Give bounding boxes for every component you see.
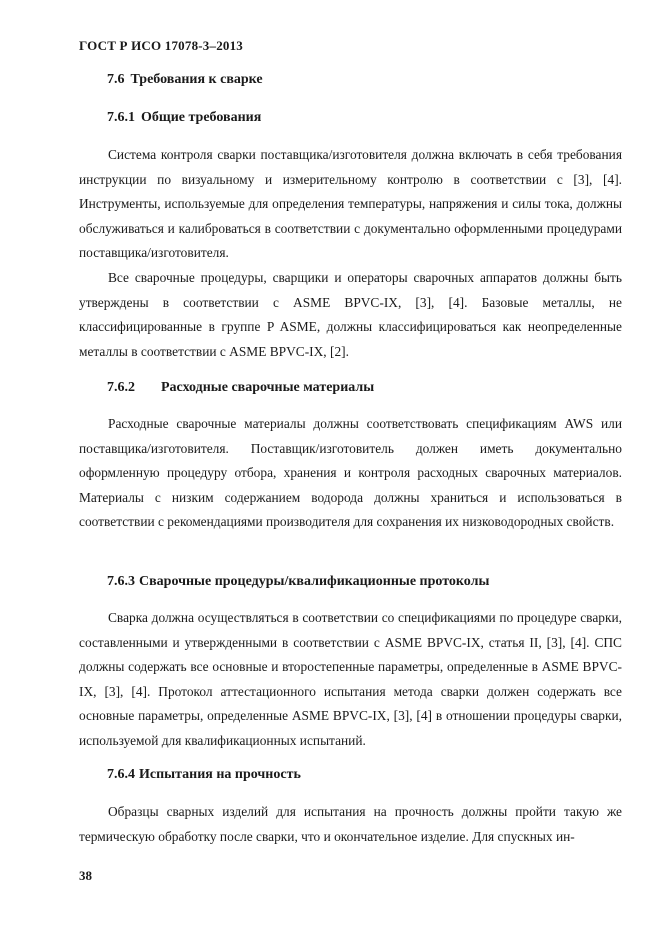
section-number: 7.6 <box>107 72 125 87</box>
paragraph-welding-control: Система контроля сварки поставщика/изготовителя должна включать в себя требования инструкции по визуальному и измерительному контролю в соответствии с [3], [4]. Инструменты, используемые для определения температуры, напряжения и силы тока, должны обслуживаться и калиброваться в соответствии с документально оформленными процедурами поставщика/изготовителя. <box>79 147 622 260</box>
paragraph-procedure-qualification: Сварка должна осуществляться в соответствии со спецификациями по процедуре сварки, составленными и утвержденными в соответствии с ASME BPVC-IX, статья II, [3], [4]. СПС должны содержать все основные и второстепенные параметры, определенные в ASME BPVC-IX, [3], [4]. Протокол аттестационного испытания метода сварки должен содержать все основные параметры, определенные ASME BPVC-IX, [3], [4] в отношении процедуры сварки, используемой для квалификационных испытаний. <box>79 610 622 748</box>
section-heading-7-6-4 <box>107 767 301 783</box>
section-heading-7-6 <box>107 72 263 88</box>
paragraph-strength-testing: Образцы сварных изделий для испытания на прочность должны пройти такую же термическую обработку после сварки, что и окончательное изделие. Для спускных ин- <box>79 804 622 844</box>
section-heading-7-6-1 <box>107 110 261 126</box>
paragraph-consumables: Расходные сварочные материалы должны соответствовать спецификациям AWS или поставщика/изготовителя. Поставщик/изготовитель должен иметь документально оформленную процедуру отбора, хранения и контроля расходных сварочных материалов. Материалы с низким содержанием водорода должны храниться и использоваться в соответствии с рекомендациями производителя для сохранения их низководородных свойств. <box>79 416 622 529</box>
section-title: Требования к сварке <box>130 72 263 87</box>
paragraph-welding-procedures: Все сварочные процедуры, сварщики и операторы сварочных аппаратов должны быть утверждены в соответствии с ASME BPVC-IX, [3], [4]. Базовые металлы, не классифицированные в группе P ASME, должны классифицироваться как неопределенные металлы в соответствии с ASME BPVC-IX, [2]. <box>79 270 622 359</box>
section-heading-7-6-3 <box>107 574 489 590</box>
section-title: Общие требования <box>141 110 262 125</box>
standard-header: ГОСТ Р ИСО 17078-3–2013 <box>79 38 244 53</box>
section-number: 7.6.4 <box>107 767 135 782</box>
section-heading-7-6-2 <box>107 380 374 396</box>
page-number: 38 <box>79 868 92 883</box>
section-title: Испытания на прочность <box>139 767 301 782</box>
section-title: Сварочные процедуры/квалификационные протоколы <box>139 574 490 589</box>
section-number: 7.6.2 <box>107 380 135 395</box>
section-title: Расходные сварочные материалы <box>161 380 375 395</box>
section-number: 7.6.1 <box>107 110 135 125</box>
section-number: 7.6.3 <box>107 574 135 589</box>
